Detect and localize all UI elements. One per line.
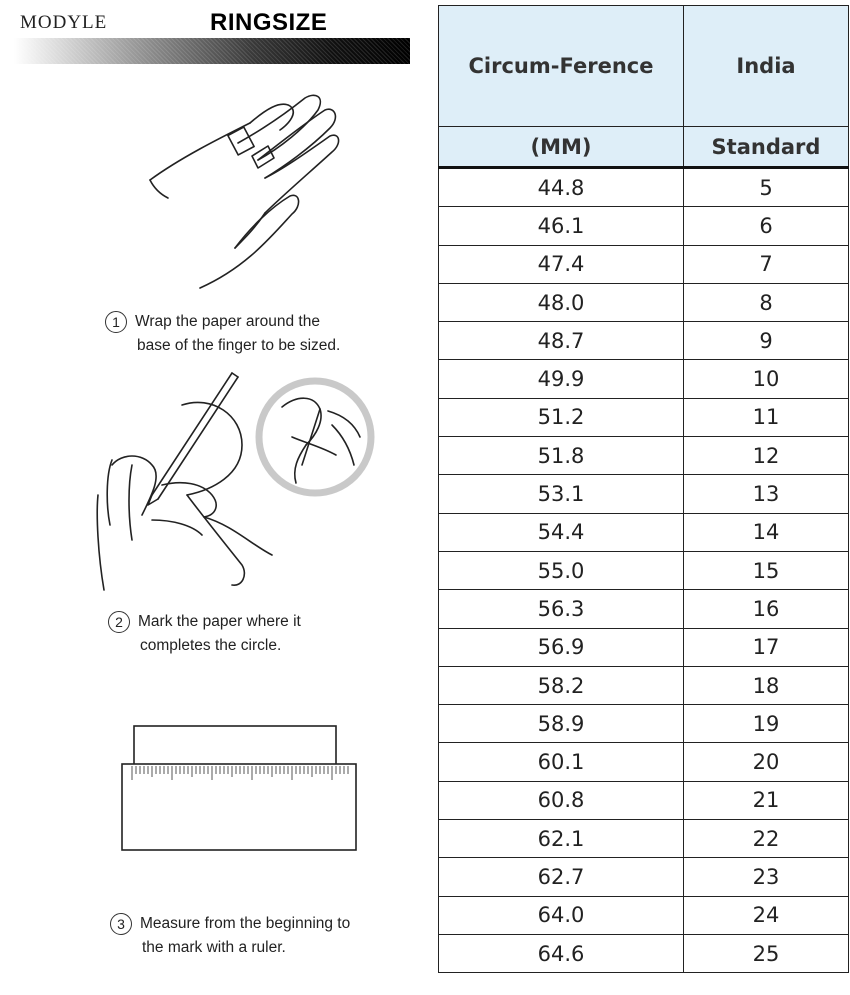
step-number: 3 xyxy=(110,913,132,935)
cell-india-size: 9 xyxy=(684,322,849,360)
brand-logo: MODYLE xyxy=(20,12,108,33)
cell-circumference-mm: 44.8 xyxy=(439,168,684,207)
cell-circumference-mm: 49.9 xyxy=(439,360,684,398)
table-row xyxy=(439,437,849,475)
table-row xyxy=(439,513,849,551)
table-row xyxy=(439,666,849,704)
table-row xyxy=(439,322,849,360)
cell-circumference-mm: 62.1 xyxy=(439,820,684,858)
cell-india-size: 25 xyxy=(684,934,849,972)
table-row xyxy=(439,934,849,972)
table-row xyxy=(439,475,849,513)
table-row xyxy=(439,820,849,858)
step-3 xyxy=(110,912,350,960)
cell-circumference-mm: 48.7 xyxy=(439,322,684,360)
cell-circumference-mm: 51.8 xyxy=(439,437,684,475)
column-header-india: India xyxy=(684,6,849,127)
cell-india-size: 5 xyxy=(684,168,849,207)
step-number: 1 xyxy=(105,311,127,333)
cell-india-size: 23 xyxy=(684,858,849,896)
table-row xyxy=(439,628,849,666)
step-text-line2: base of the finger to be sized. xyxy=(137,337,341,354)
table-row xyxy=(439,551,849,589)
instructions-panel xyxy=(0,0,420,995)
cell-india-size: 7 xyxy=(684,245,849,283)
table-row xyxy=(439,781,849,819)
step-text-line2: completes the circle. xyxy=(140,637,282,654)
cell-circumference-mm: 47.4 xyxy=(439,245,684,283)
cell-circumference-mm: 51.2 xyxy=(439,398,684,436)
step-text-line1: Measure from the beginning to xyxy=(140,915,351,932)
table-row xyxy=(439,245,849,283)
cell-circumference-mm: 55.0 xyxy=(439,551,684,589)
step-text-line2: the mark with a ruler. xyxy=(142,939,286,956)
step-number: 2 xyxy=(108,611,130,633)
cell-circumference-mm: 56.9 xyxy=(439,628,684,666)
ruler-illustration xyxy=(118,722,360,857)
table-row xyxy=(439,168,849,207)
cell-india-size: 10 xyxy=(684,360,849,398)
cell-circumference-mm: 60.8 xyxy=(439,781,684,819)
table-row xyxy=(439,705,849,743)
ring-size-table xyxy=(438,5,849,973)
column-header-circumference: Circum-Ference xyxy=(439,6,684,127)
cell-circumference-mm: 58.2 xyxy=(439,666,684,704)
cell-circumference-mm: 62.7 xyxy=(439,858,684,896)
cell-india-size: 21 xyxy=(684,781,849,819)
page-title: RINGSIZE xyxy=(210,9,328,36)
table-row xyxy=(439,896,849,934)
cell-india-size: 14 xyxy=(684,513,849,551)
table-row xyxy=(439,858,849,896)
cell-india-size: 8 xyxy=(684,283,849,321)
step-text-line1: Mark the paper where it xyxy=(138,613,301,630)
step-1 xyxy=(105,310,340,358)
step-text-line1: Wrap the paper around the xyxy=(135,313,320,330)
cell-india-size: 24 xyxy=(684,896,849,934)
column-subheader-mm: (MM) xyxy=(439,127,684,168)
cell-india-size: 13 xyxy=(684,475,849,513)
cell-india-size: 19 xyxy=(684,705,849,743)
cell-circumference-mm: 48.0 xyxy=(439,283,684,321)
cell-india-size: 11 xyxy=(684,398,849,436)
cell-india-size: 12 xyxy=(684,437,849,475)
cell-india-size: 15 xyxy=(684,551,849,589)
step-2 xyxy=(108,610,301,658)
table-row xyxy=(439,283,849,321)
cell-circumference-mm: 64.0 xyxy=(439,896,684,934)
cell-india-size: 20 xyxy=(684,743,849,781)
cell-circumference-mm: 56.3 xyxy=(439,590,684,628)
cell-circumference-mm: 54.4 xyxy=(439,513,684,551)
cell-india-size: 6 xyxy=(684,207,849,245)
table-row xyxy=(439,590,849,628)
table-subheader-row xyxy=(439,127,849,168)
cell-india-size: 16 xyxy=(684,590,849,628)
cell-circumference-mm: 60.1 xyxy=(439,743,684,781)
table-row xyxy=(439,743,849,781)
cell-india-size: 18 xyxy=(684,666,849,704)
hand-illustration xyxy=(140,88,350,298)
cell-circumference-mm: 64.6 xyxy=(439,934,684,972)
cell-india-size: 22 xyxy=(684,820,849,858)
cell-circumference-mm: 53.1 xyxy=(439,475,684,513)
table-row xyxy=(439,207,849,245)
table-header-row xyxy=(439,6,849,127)
mark-paper-illustration xyxy=(92,365,392,595)
cell-india-size: 17 xyxy=(684,628,849,666)
table-row xyxy=(439,398,849,436)
cell-circumference-mm: 46.1 xyxy=(439,207,684,245)
column-subheader-standard: Standard xyxy=(684,127,849,168)
table-row xyxy=(439,360,849,398)
header-gradient-bar xyxy=(14,38,410,64)
cell-circumference-mm: 58.9 xyxy=(439,705,684,743)
